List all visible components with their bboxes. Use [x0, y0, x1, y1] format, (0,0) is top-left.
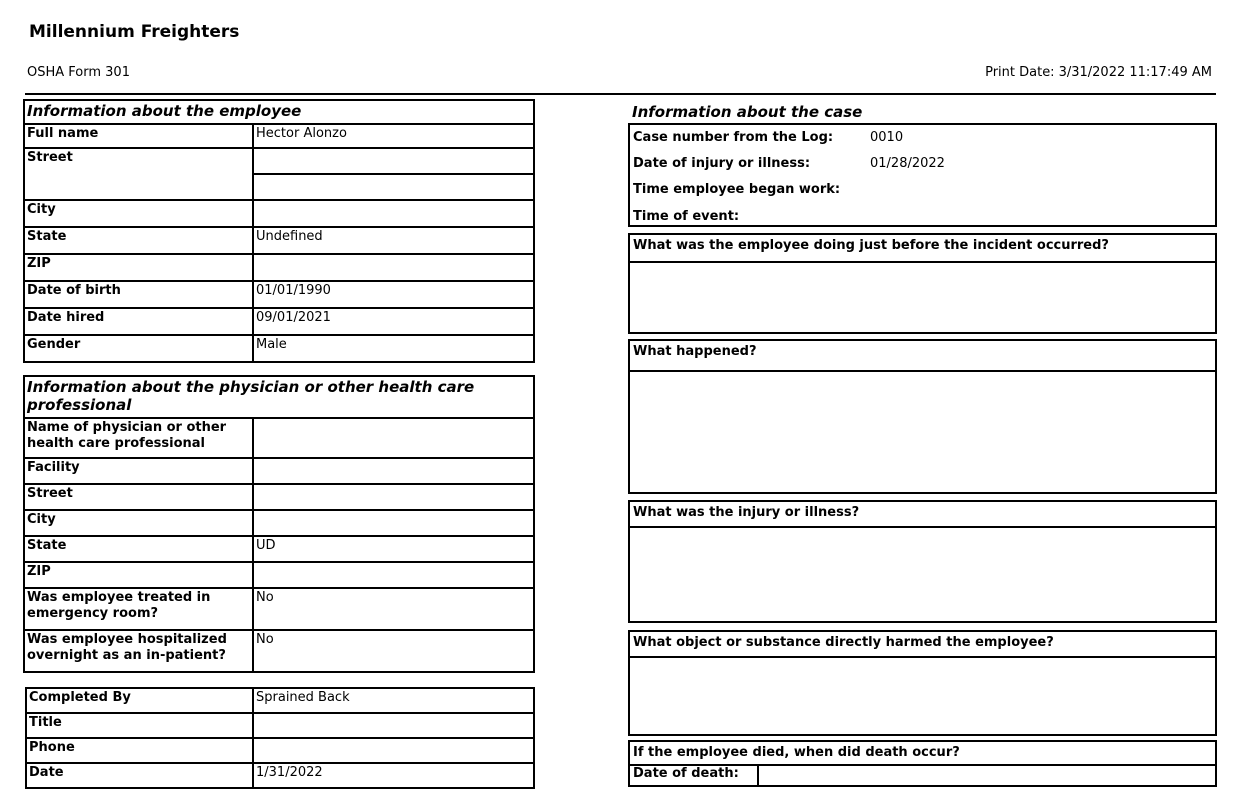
death-box — [628, 740, 1217, 787]
completed-by-label: Completed By — [26, 688, 253, 713]
facility-label: Facility — [24, 458, 253, 484]
physician-zip-value — [253, 562, 534, 588]
question-object-label: What object or substance directly harmed the employee? — [630, 632, 1215, 658]
death-date-value — [761, 764, 767, 768]
physician-name-label: Name of physician or other health care professional — [24, 418, 253, 458]
hospitalized-value: No — [253, 630, 534, 672]
question-doing-label: What was the employee doing just before the incident occurred? — [630, 235, 1215, 263]
case-number-label: Case number from the Log: — [633, 130, 834, 145]
question-doing-box — [628, 233, 1217, 334]
state-value: Undefined — [253, 227, 534, 254]
title-value — [253, 713, 534, 738]
emergency-room-label: Was employee treated in emergency room? — [24, 588, 253, 630]
question-happened-answer — [630, 372, 1215, 378]
print-date — [981, 65, 1212, 80]
form-name: OSHA Form 301 — [27, 65, 130, 80]
header-divider — [25, 93, 1216, 95]
physician-state-value: UD — [253, 536, 534, 562]
case-number-value: 0010 — [870, 130, 904, 145]
employee-table — [23, 99, 535, 363]
zip-value — [253, 254, 534, 281]
injury-date-label: Date of injury or illness: — [633, 156, 811, 171]
case-info-box — [628, 123, 1217, 227]
death-question-label: If the employee died, when did death occur? — [630, 742, 1215, 766]
question-injury-box — [628, 500, 1217, 623]
city-label: City — [24, 200, 253, 227]
phone-label: Phone — [26, 738, 253, 763]
gender-value: Male — [253, 335, 534, 362]
physician-state-label: State — [24, 536, 253, 562]
question-object-answer — [630, 658, 1215, 664]
date-hired-label: Date hired — [24, 308, 253, 335]
street-line2-value — [253, 174, 534, 200]
dob-label: Date of birth — [24, 281, 253, 308]
print-date-label: Print Date: — [985, 65, 1055, 80]
question-object-box — [628, 630, 1217, 736]
city-value — [253, 200, 534, 227]
street-label: Street — [24, 148, 253, 200]
case-section-title: Information about the case — [632, 103, 863, 121]
began-work-label: Time employee began work: — [633, 182, 841, 197]
question-injury-label: What was the injury or illness? — [630, 502, 1215, 528]
completed-date-label: Date — [26, 763, 253, 788]
completed-by-table — [25, 687, 535, 789]
full-name-label: Full name — [24, 124, 253, 148]
completed-by-value: Sprained Back — [253, 688, 534, 713]
employee-section-title: Information about the employee — [24, 100, 534, 124]
physician-section-title: Information about the physician or other health care professional — [24, 376, 534, 418]
company-name: Millennium Freighters — [29, 22, 240, 42]
question-injury-answer — [630, 528, 1215, 534]
death-date-label: Date of death: — [630, 764, 759, 785]
question-happened-box — [628, 339, 1217, 494]
full-name-value: Hector Alonzo — [253, 124, 534, 148]
street-line1-value — [253, 148, 534, 174]
completed-date-value: 1/31/2022 — [253, 763, 534, 788]
facility-value — [253, 458, 534, 484]
phone-value — [253, 738, 534, 763]
event-time-label: Time of event: — [633, 209, 740, 224]
question-happened-label: What happened? — [630, 341, 1215, 372]
zip-label: ZIP — [24, 254, 253, 281]
physician-name-value — [253, 418, 534, 458]
state-label: State — [24, 227, 253, 254]
gender-label: Gender — [24, 335, 253, 362]
physician-street-label: Street — [24, 484, 253, 510]
hospitalized-label: Was employee hospitalized overnight as an in-patient? — [24, 630, 253, 672]
dob-value: 01/01/1990 — [253, 281, 534, 308]
physician-zip-label: ZIP — [24, 562, 253, 588]
title-label: Title — [26, 713, 253, 738]
injury-date-value: 01/28/2022 — [870, 156, 945, 171]
question-doing-answer — [630, 263, 1215, 269]
physician-table — [23, 375, 535, 673]
print-date-value: 3/31/2022 11:17:49 AM — [1058, 65, 1212, 80]
emergency-room-value: No — [253, 588, 534, 630]
physician-city-label: City — [24, 510, 253, 536]
date-hired-value: 09/01/2021 — [253, 308, 534, 335]
physician-street-value — [253, 484, 534, 510]
physician-city-value — [253, 510, 534, 536]
